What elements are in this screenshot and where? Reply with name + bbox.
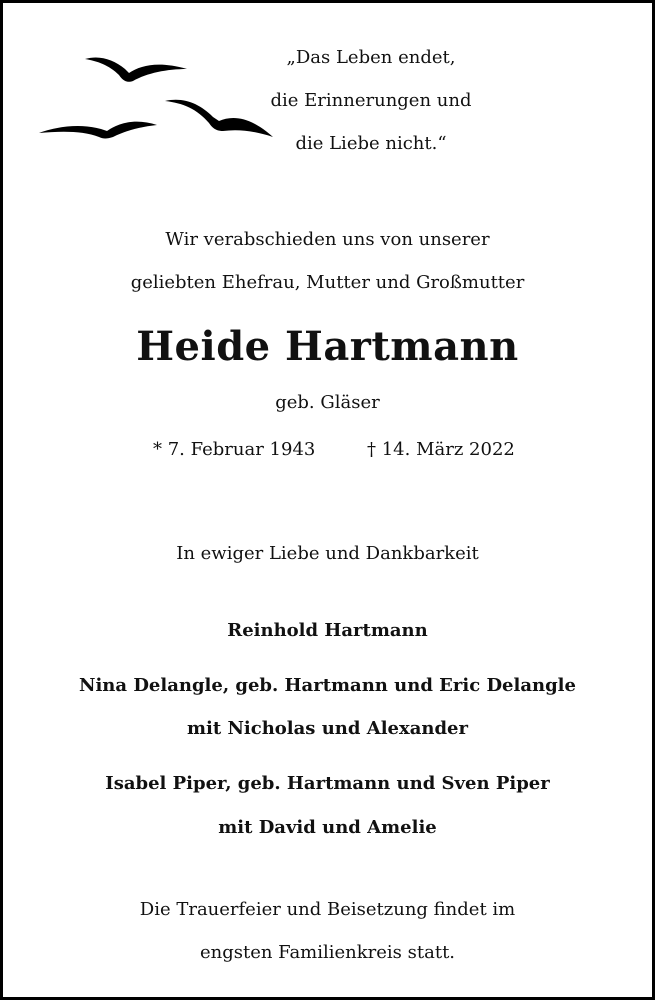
mourner-line: Nina Delangle, geb. Hartmann und Eric Delangle	[79, 675, 576, 696]
notice-line-2: engsten Familienkreis statt.	[199, 942, 456, 963]
intro-line-2: geliebten Ehefrau, Mutter und Großmutter	[130, 272, 525, 293]
mourner-line: mit David und Amelie	[218, 817, 437, 838]
death-date: † 14. März 2022	[367, 439, 515, 460]
quote-line-3: die Liebe nicht.“	[295, 133, 447, 154]
dedication: In ewiger Liebe und Dankbarkeit	[176, 543, 479, 564]
birth-date: * 7. Februar 1943	[153, 439, 316, 460]
mourner-line: Isabel Piper, geb. Hartmann und Sven Piper	[105, 773, 550, 794]
deceased-name: Heide Hartmann	[136, 323, 519, 370]
quote-line-1: „Das Leben endet,	[286, 47, 456, 68]
quote-line-2: die Erinnerungen und	[270, 90, 472, 111]
intro-line-1: Wir verabschieden uns von unserer	[165, 229, 490, 250]
notice-line-1: Die Trauerfeier und Beisetzung findet im	[139, 899, 516, 920]
mourner-line: mit Nicholas und Alexander	[187, 718, 468, 739]
mourner-line: Reinhold Hartmann	[227, 620, 428, 641]
maiden-name: geb. Gläser	[275, 392, 380, 413]
